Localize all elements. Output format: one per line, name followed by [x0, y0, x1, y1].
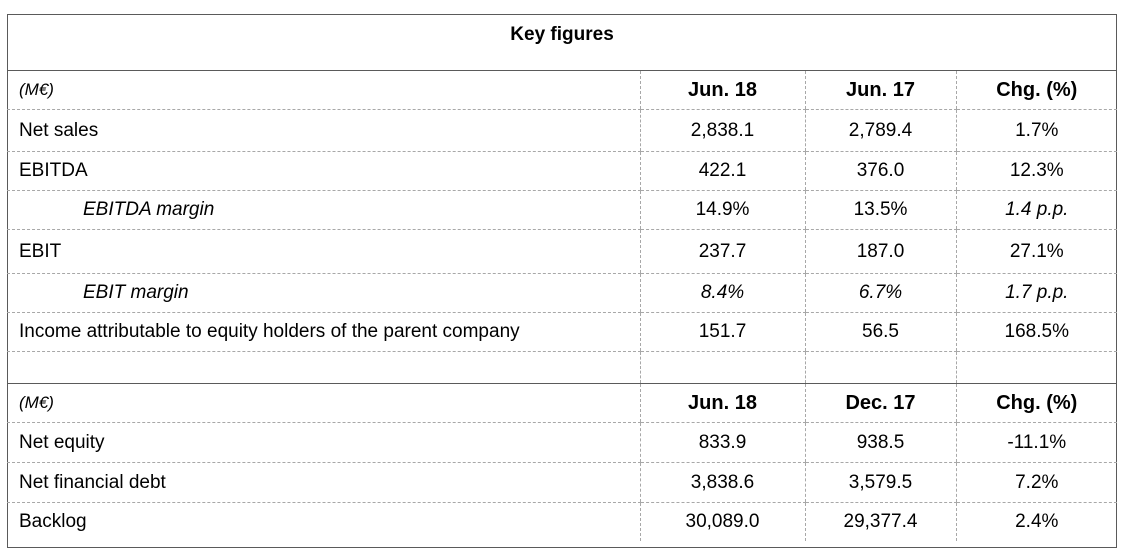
- cell-value: 7.2%: [956, 463, 1117, 503]
- column-header-jun17: Jun. 17: [805, 71, 956, 110]
- table-row: [7, 230, 1117, 274]
- row-label: Income attributable to equity holders of the parent company: [7, 313, 640, 352]
- cell-value: 187.0: [805, 230, 956, 274]
- spacer-row: [7, 352, 1117, 384]
- cell-value: 27.1%: [956, 230, 1117, 274]
- column-header-chg: Chg. (%): [956, 384, 1117, 423]
- cell-value: 8.4%: [640, 274, 805, 313]
- table-row: [7, 110, 1117, 152]
- key-figures-table: [7, 14, 1117, 541]
- column-header-dec17: Dec. 17: [805, 384, 956, 423]
- cell-value: 3,838.6: [640, 463, 805, 503]
- cell-value: 56.5: [805, 313, 956, 352]
- cell-value: -11.1%: [956, 423, 1117, 463]
- table-row: [7, 313, 1117, 352]
- cell-value: 29,377.4: [805, 503, 956, 542]
- cell-value: 1.4 p.p.: [956, 191, 1117, 230]
- table-row: [7, 152, 1117, 191]
- cell-value: 14.9%: [640, 191, 805, 230]
- spacer-cell: [640, 352, 805, 384]
- row-label: Net equity: [7, 423, 640, 463]
- cell-value: 237.7: [640, 230, 805, 274]
- cell-value: 833.9: [640, 423, 805, 463]
- column-header-chg: Chg. (%): [956, 71, 1117, 110]
- table-row: [7, 423, 1117, 463]
- row-label: EBITDA margin: [7, 191, 640, 230]
- row-label: Backlog: [19, 511, 87, 532]
- cell-value: 422.1: [640, 152, 805, 191]
- table-row: [7, 463, 1117, 503]
- column-header-jun18: Jun. 18: [640, 384, 805, 423]
- cell-value: 168.5%: [956, 313, 1117, 352]
- spacer-cell: [805, 352, 956, 384]
- cell-value: 1.7 p.p.: [956, 274, 1117, 313]
- table-row: [7, 274, 1117, 313]
- spacer-cell: [7, 352, 640, 384]
- cell-value: 938.5: [805, 423, 956, 463]
- cell-value: 2,838.1: [640, 110, 805, 152]
- table-row: [7, 503, 1117, 542]
- cell-value: 12.3%: [956, 152, 1117, 191]
- cell-value: 2,789.4: [805, 110, 956, 152]
- table-title: Key figures: [7, 14, 1117, 71]
- header-row-2: [7, 384, 1117, 423]
- cell-value: 151.7: [640, 313, 805, 352]
- unit-label: (M€): [7, 384, 640, 423]
- row-label: Net sales: [7, 110, 640, 152]
- column-header-jun18: Jun. 18: [640, 71, 805, 110]
- row-label: Net financial debt: [7, 463, 640, 503]
- spacer-cell: [956, 352, 1117, 384]
- cell-value: 3,579.5: [805, 463, 956, 503]
- table-title-row: [7, 14, 1117, 71]
- header-row-1: [7, 71, 1117, 110]
- table-row: [7, 191, 1117, 230]
- cell-value: 6.7%: [805, 274, 956, 313]
- cell-value: 2.4%: [956, 503, 1117, 542]
- unit-label: (M€): [7, 71, 640, 110]
- cell-value: 1.7%: [956, 110, 1117, 152]
- row-label: EBIT: [7, 230, 640, 274]
- row-label: EBIT margin: [7, 274, 640, 313]
- cell-value: 30,089.0: [640, 503, 805, 542]
- row-label: EBITDA: [7, 152, 640, 191]
- cell-value: 13.5%: [805, 191, 956, 230]
- cell-value: 376.0: [805, 152, 956, 191]
